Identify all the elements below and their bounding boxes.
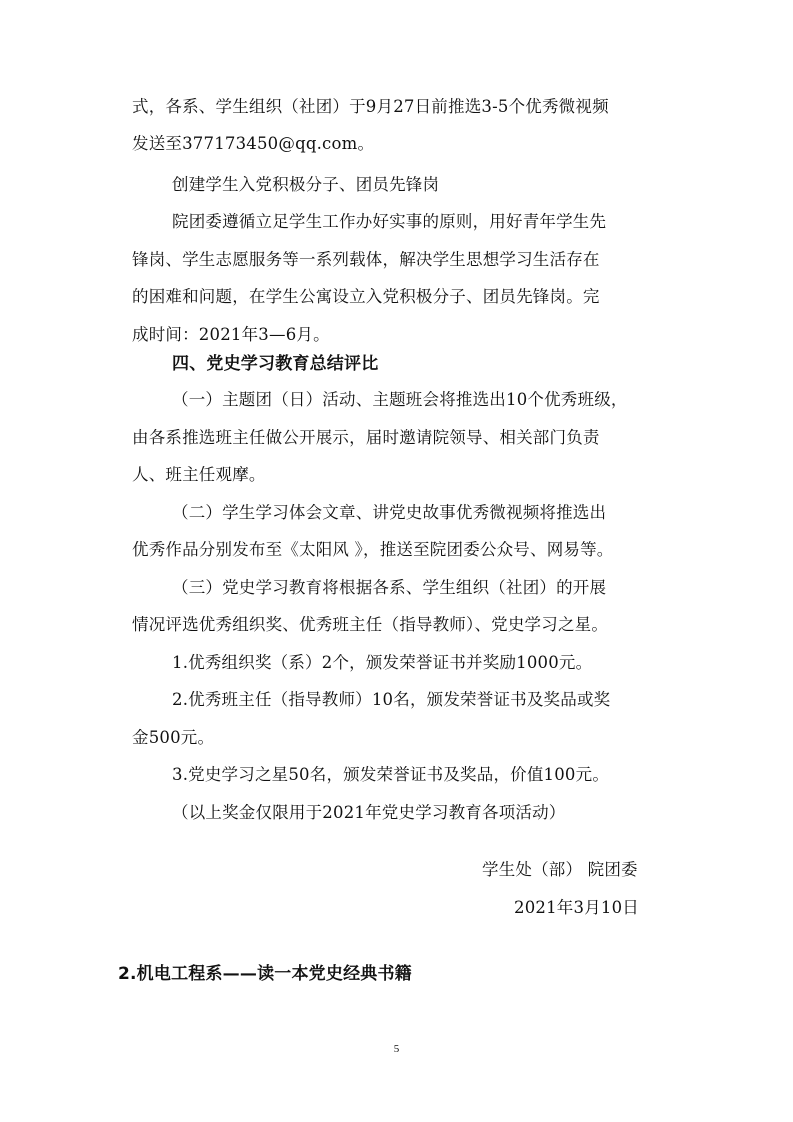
paragraph-line: 由各系推选班主任做公开展示，届时邀请院领导、相关部门负责 <box>132 428 600 447</box>
section-heading-2: 2.机电工程系——读一本党史经典书籍 <box>118 964 412 984</box>
paragraph-line: （二）学生学习体会文章、讲党史故事优秀微视频将推选出 <box>172 503 607 522</box>
paragraph-line: 式，各系、学生组织（社团）于9月27日前推选3-5个优秀微视频 <box>132 97 609 116</box>
signature-date: 2021年3月10日 <box>514 898 639 917</box>
paragraph-line: 成时间：2021年3—6月。 <box>132 325 330 344</box>
paragraph-line: （一）主题团（日）活动、主题班会将推选出10个优秀班级， <box>172 390 628 409</box>
paragraph-line: 情况评选优秀组织奖、优秀班主任（指导教师）、党史学习之星。 <box>132 615 609 634</box>
paragraph-line: 发送至377173450@qq.com。 <box>132 134 375 153</box>
section-heading-4: 四、党史学习教育总结评比 <box>172 354 379 374</box>
paragraph-line: 1.优秀组织奖（系）2个，颁发荣誉证书并奖励1000元。 <box>172 653 593 672</box>
paragraph-line: 优秀作品分别发布至《太阳风 》，推送至院团委公众号、网易等。 <box>132 540 614 559</box>
paragraph-line: 金500元。 <box>132 728 215 747</box>
paragraph-line: 院团委遵循立足学生工作办好实事的原则，用好青年学生先 <box>172 212 607 231</box>
paragraph-line: 创建学生入党积极分子、团员先锋岗 <box>172 175 440 194</box>
paragraph-line: 3.党史学习之星50名，颁发荣誉证书及奖品，价值100元。 <box>172 765 610 784</box>
signature-org: 学生处（部） 院团委 <box>482 860 638 879</box>
paragraph-line: （三）党史学习教育将根据各系、学生组织（社团）的开展 <box>172 578 607 597</box>
paragraph-line: 锋岗、学生志愿服务等一系列载体，解决学生思想学习生活存在 <box>132 250 600 269</box>
paragraph-line: 2.优秀班主任（指导教师）10名，颁发荣誉证书及奖品或奖 <box>172 690 611 709</box>
paragraph-line: （以上奖金仅限用于2021年党史学习教育各项活动） <box>172 803 566 822</box>
paragraph-line: 的困难和问题，在学生公寓设立入党积极分子、团员先锋岗。完 <box>132 287 600 306</box>
page-number: 5 <box>393 1043 400 1055</box>
paragraph-line: 人、班主任观摩。 <box>132 465 266 484</box>
